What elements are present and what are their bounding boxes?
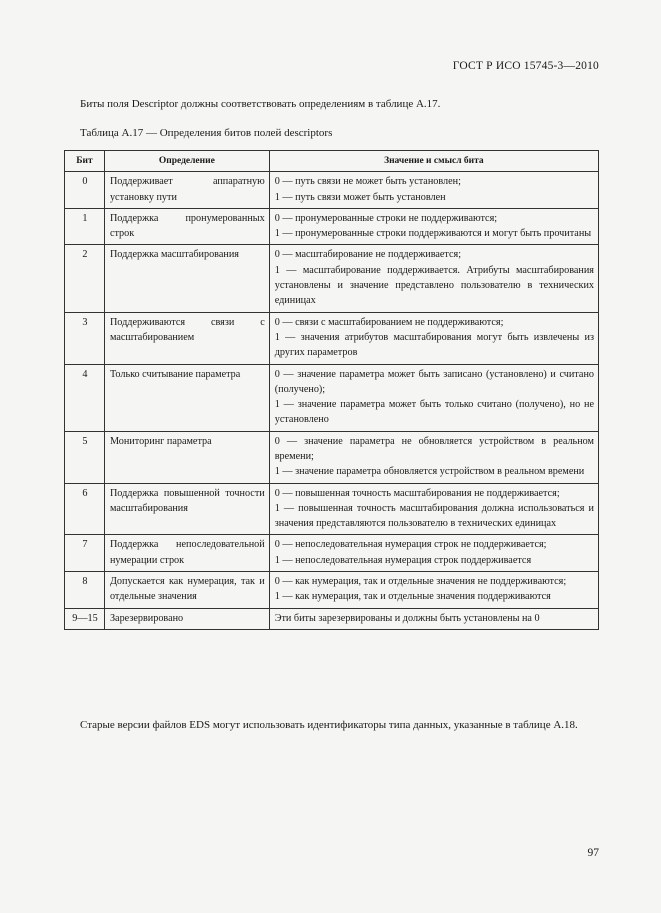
meaning-line: 0 — непоследовательная нумерация строк не поддерживается;: [274, 539, 547, 551]
definition-cell: Поддерживаются связи с масштабированием: [104, 312, 269, 364]
bit-cell: 3: [65, 312, 105, 364]
meaning-cell: [269, 312, 598, 364]
meaning-cell: [269, 572, 598, 609]
meaning-line: 1 — пронумерованные строки поддерживаются и могут быть прочитаны: [274, 228, 592, 240]
definition-cell: Допускается как нумерация, так и отдельные значения: [104, 572, 269, 609]
table-row: [65, 208, 599, 245]
header-definition: Определение: [104, 151, 269, 172]
table-row: [65, 364, 599, 431]
meaning-cell: [269, 535, 598, 572]
bit-cell: 8: [65, 572, 105, 609]
bit-cell: 1: [65, 208, 105, 245]
bit-cell: 0: [65, 172, 105, 209]
bit-cell: 9—15: [65, 608, 105, 629]
meaning-line: 0 — повышенная точность масштабирования не поддерживается;: [274, 487, 560, 499]
meaning-line: 0 — как нумерация, так и отдельные значения не поддерживаются;: [274, 576, 567, 588]
meaning-cell: [269, 245, 598, 312]
table-row: [65, 608, 599, 629]
meaning-cell: [269, 431, 598, 483]
table-row: [65, 572, 599, 609]
meaning-line: 1 — непоследовательная нумерация строк поддерживается: [274, 554, 532, 566]
table-row: [65, 483, 599, 535]
table-row: [65, 172, 599, 209]
definition-cell: Поддержка непоследовательной нумерации строк: [104, 535, 269, 572]
bit-cell: 2: [65, 245, 105, 312]
meaning-line: 0 — значение параметра не обновляется устройством в реальном времени;: [274, 435, 594, 462]
definition-cell: Поддержка повышенной точности масштабирования: [104, 483, 269, 535]
meaning-cell: [269, 483, 598, 535]
meaning-line: 1 — как нумерация, так и отдельные значения поддерживаются: [274, 591, 551, 603]
table-caption: Таблица А.17 — Определения битов полей descriptors: [80, 127, 333, 139]
bit-cell: 7: [65, 535, 105, 572]
meaning-cell: [269, 172, 598, 209]
meaning-line: Эти биты зарезервированы и должны быть установлены на 0: [274, 612, 540, 624]
definition-cell: Поддержка пронумерованных строк: [104, 208, 269, 245]
meaning-cell: [269, 364, 598, 431]
meaning-line: 1 — масштабирование поддерживается. Атрибуты масштабирования установлены и значение представлено пользователю в технических единицах: [274, 264, 594, 307]
definition-cell: Зарезервировано: [104, 608, 269, 629]
table-row: [65, 245, 599, 312]
meaning-cell: [269, 208, 598, 245]
header-bit: Бит: [65, 151, 105, 172]
table-header-row: [65, 151, 599, 172]
footer-paragraph: Старые версии файлов EDS могут использовать идентификаторы типа данных, указанные в таблице А.18.: [80, 719, 578, 731]
meaning-line: 0 — значение параметра может быть записано (установлено) и считано (получено);: [274, 368, 594, 395]
table-row: [65, 312, 599, 364]
meaning-line: 1 — значение параметра обновляется устройством в реальном времени: [274, 466, 585, 478]
meaning-line: 0 — путь связи не может быть установлен;: [274, 176, 461, 188]
table-row: [65, 535, 599, 572]
header-meaning: Значение и смысл бита: [269, 151, 598, 172]
bit-cell: 4: [65, 364, 105, 431]
meaning-line: 1 — значение параметра может быть только считано (получено), но не установлено: [274, 399, 594, 426]
bit-cell: 6: [65, 483, 105, 535]
meaning-line: 1 — повышенная точность масштабирования должна использоваться и значения представляются пользователю в технических единицах: [274, 502, 594, 530]
page-number: 97: [587, 847, 599, 859]
meaning-line: 1 — путь связи может быть установлен: [274, 191, 446, 203]
definition-cell: Только считывание параметра: [104, 364, 269, 431]
bit-definitions-table: [64, 150, 599, 630]
standard-header: ГОСТ Р ИСО 15745-3—2010: [452, 60, 599, 72]
table-row: [65, 431, 599, 483]
intro-paragraph: Биты поля Descriptor должны соответствовать определениям в таблице А.17.: [80, 98, 441, 110]
definition-cell: Поддерживает аппаратную установку пути: [104, 172, 269, 209]
meaning-cell: [269, 608, 598, 629]
meaning-line: 0 — пронумерованные строки не поддерживаются;: [274, 212, 498, 224]
meaning-line: 0 — масштабирование не поддерживается;: [274, 249, 462, 261]
meaning-line: 0 — связи с масштабированием не поддерживаются;: [274, 316, 504, 328]
bit-cell: 5: [65, 431, 105, 483]
definition-cell: Мониторинг параметра: [104, 431, 269, 483]
meaning-line: 1 — значения атрибутов масштабирования могут быть извлечены из других параметров: [274, 331, 594, 359]
definition-cell: Поддержка масштабирования: [104, 245, 269, 312]
